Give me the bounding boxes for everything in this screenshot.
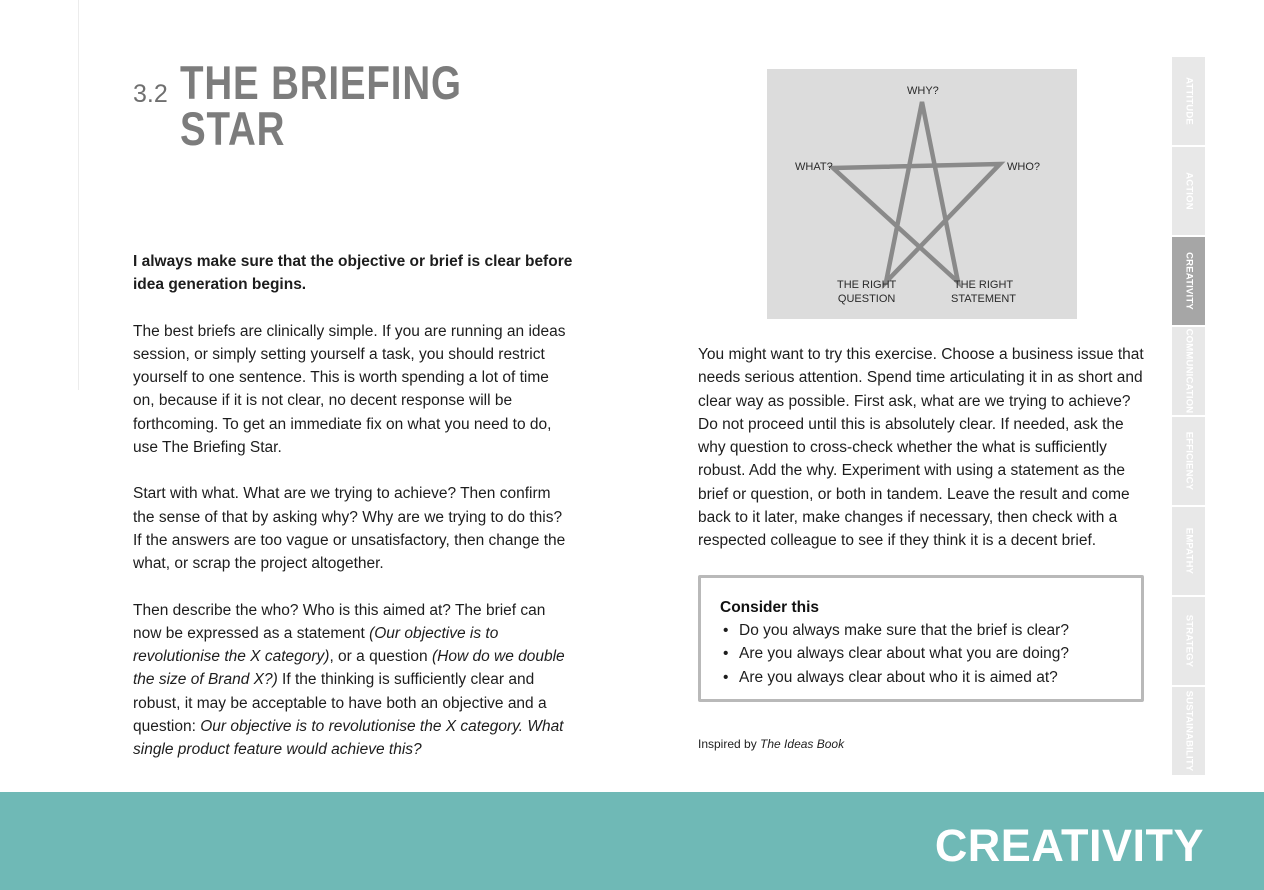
tab-label: CREATIVITY: [1183, 252, 1194, 310]
p3-italic-statement: (Our objective is to revolutionise the X category): [133, 624, 499, 666]
paragraph-3: [133, 599, 573, 762]
inspired-by-credit: [698, 737, 844, 751]
briefing-star-diagram: [767, 69, 1077, 319]
lead-paragraph: I always make sure that the objective or brief is clear before idea generation begins.: [133, 253, 573, 294]
footer-section-label: CREATIVITY: [934, 820, 1204, 871]
right-statement-line-1: THE RIGHT: [953, 279, 1014, 291]
gutter-line: [78, 0, 79, 390]
tab-label: ATTITUDE: [1183, 77, 1194, 125]
section-number: 3.2: [133, 80, 168, 108]
tab-label: STRATEGY: [1183, 614, 1194, 668]
p3-text-3: If the thinking is sufficiently clear and robust, it may be acceptable to have both an objective and a question:: [133, 671, 547, 736]
star-label-right-question: [837, 278, 896, 306]
tab-creativity[interactable]: [1172, 237, 1205, 326]
star-label-who: WHO?: [1007, 161, 1040, 173]
inspired-prefix: Inspired by: [698, 737, 761, 751]
consider-item: [720, 666, 1141, 689]
right-question-line-2: QUESTION: [837, 293, 896, 305]
star-outline: [833, 102, 1000, 282]
tab-communication[interactable]: [1172, 327, 1205, 416]
consider-item: [720, 619, 1141, 642]
bullet-icon: •: [723, 645, 729, 663]
consider-title: Consider this: [720, 599, 820, 616]
tab-action[interactable]: [1172, 147, 1205, 236]
consider-list: [720, 619, 1141, 689]
tab-strategy[interactable]: [1172, 597, 1205, 686]
tab-sustainability[interactable]: [1172, 687, 1205, 776]
left-column: [133, 250, 573, 785]
footer-banner: [0, 792, 1264, 890]
tab-attitude[interactable]: [1172, 57, 1205, 146]
title-line-2: STAR: [180, 102, 286, 155]
right-question-line-1: THE RIGHT: [837, 279, 897, 291]
star-label-why: WHY?: [907, 85, 939, 97]
p3-italic-example: Our objective is to revolutionise the X category. What single product feature would achieve this?: [133, 718, 564, 759]
title-line-1: THE BRIEFING: [180, 56, 462, 109]
p3-text-2: , or a question: [329, 648, 432, 666]
bullet-icon: •: [723, 622, 729, 639]
tab-label: COMMUNICATION: [1183, 328, 1194, 414]
consider-item-text: Are you always clear about what you are doing?: [739, 645, 1070, 663]
chapter-tabs: [1172, 57, 1205, 777]
star-svg: [767, 69, 1077, 319]
consider-item: [720, 642, 1141, 665]
star-label-right-statement: [951, 278, 1016, 306]
p3-text-1: Then describe the who? Who is this aimed at? The brief can now be expressed as a statement: [133, 601, 546, 642]
exercise-paragraph: You might want to try this exercise. Choose a business issue that needs serious attention. Spend time articulating it in as short and clear way as possible. First ask, what are we trying to achieve? Do not proceed until this is absolutely clear. If needed, ask the why question to cross-check whether the what is sufficiently robust. Add the why. Experiment with using a statement as the brief or question, or both in tandem. Leave the result and come back to it later, make changes if necessary, then check with a respected colleague to see if they think it is a decent brief.: [698, 346, 1144, 550]
tab-empathy[interactable]: [1172, 507, 1205, 596]
bullet-icon: •: [723, 668, 729, 686]
consider-item-text: Do you always make sure that the brief is clear?: [739, 622, 1069, 639]
right-statement-line-2: STATEMENT: [951, 293, 1016, 305]
p3-italic-question: (How do we double the size of Brand X?): [133, 648, 565, 689]
star-label-what: WHAT?: [795, 161, 833, 173]
paragraph-1: The best briefs are clinically simple. If you are running an ideas session, or simply setting yourself a task, you should restrict yourself to one sentence. This is worth spending a lot of time on, because if it is not clear, no decent response will be forthcoming. To get an immediate fix on what you need to do, use The Briefing Star.: [133, 322, 566, 457]
consider-this-box: [698, 575, 1144, 702]
consider-item-text: Are you always clear about who it is aimed at?: [739, 668, 1058, 686]
tab-efficiency[interactable]: [1172, 417, 1205, 506]
tab-label: EMPATHY: [1183, 527, 1194, 575]
inspired-book-title: The Ideas Book: [760, 737, 845, 751]
paragraph-2: Start with what. What are we trying to achieve? Then confirm the sense of that by asking why? Why are we trying to do this? If the answers are too vague or unsatisfactory, then change the what, or scrap the project altogether.: [133, 485, 566, 573]
tab-label: SUSTAINABILITY: [1183, 690, 1194, 772]
page-title: [180, 56, 462, 155]
tab-label: ACTION: [1183, 172, 1194, 210]
tab-label: EFFICIENCY: [1183, 431, 1194, 491]
